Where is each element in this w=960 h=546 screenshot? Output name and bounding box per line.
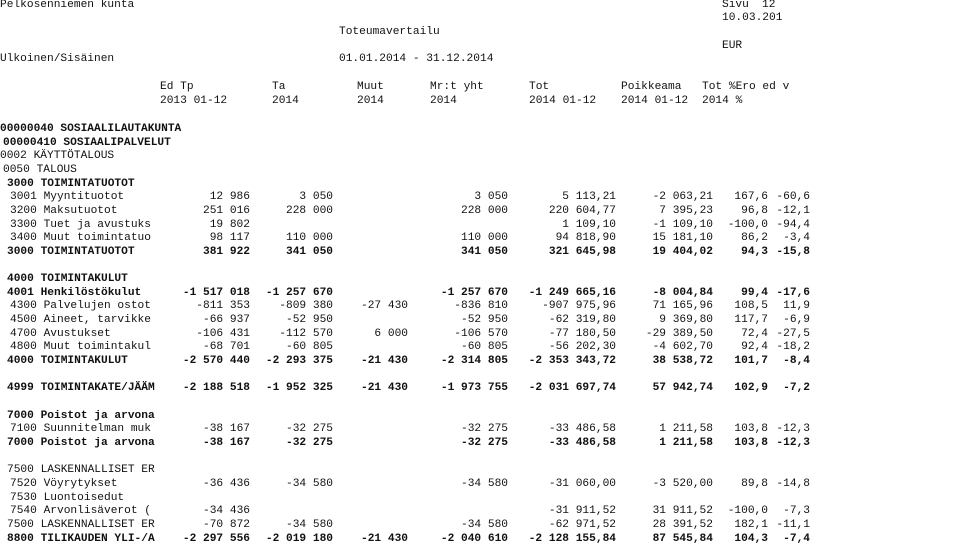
row-cell: -3 520,00 — [652, 477, 713, 490]
row-cell: 72,4 — [741, 327, 768, 340]
row-cell: -15,8 — [776, 245, 810, 258]
row-cell: -12,3 — [776, 423, 810, 436]
row-cell: -31 911,52 — [548, 505, 616, 518]
column-header-period: 2014 — [430, 95, 457, 107]
row-cell: -1 109,10 — [652, 218, 713, 231]
column-header-period: 2014 01-12 — [529, 95, 597, 107]
row-cell: -8 004,84 — [652, 286, 713, 299]
column-header-period: 2014 — [357, 95, 384, 107]
row-cell: -2 353 343,72 — [528, 355, 616, 368]
column-header-title: Poikkeama — [621, 81, 682, 93]
row-cell: -34 580 — [461, 477, 508, 490]
row-label: 3300 Tuet ja avustuks — [10, 218, 151, 231]
column-header-title: Muut — [357, 81, 384, 93]
row-label: 4700 Avustukset — [10, 327, 111, 340]
row-cell: 381 922 — [203, 245, 250, 258]
row-cell: -1 257 670 — [440, 286, 508, 299]
row-cell: -2 293 375 — [265, 355, 333, 368]
row-cell: 3 050 — [474, 191, 508, 204]
row-cell: -2 570 440 — [182, 355, 250, 368]
row-label: 4999 TOIMINTAKATE/JÄÄM — [7, 382, 155, 395]
row-cell: 103,8 — [734, 423, 768, 436]
row-cell: -68 701 — [203, 341, 250, 354]
row-label: 7000 Poistot ja arvona — [7, 409, 155, 422]
row-cell: 108,5 — [734, 300, 768, 313]
row-label: 3400 Muut toimintatuo — [10, 232, 151, 245]
row-cell: 228 000 — [286, 204, 333, 217]
row-cell: 1 211,58 — [659, 436, 713, 449]
row-cell: -32 275 — [286, 436, 333, 449]
row-cell: 341 050 — [286, 245, 333, 258]
row-cell: 117,7 — [734, 314, 768, 327]
row-cell: -32 275 — [461, 423, 508, 436]
row-cell: -32 275 — [461, 436, 508, 449]
row-cell: 94 818,90 — [555, 232, 616, 245]
row-cell: -7,4 — [783, 532, 810, 545]
row-cell: 251 016 — [203, 204, 250, 217]
row-cell: -62 319,80 — [548, 314, 616, 327]
row-cell: 101,7 — [734, 355, 768, 368]
row-cell: -33 486,58 — [548, 436, 616, 449]
row-cell: -66 937 — [203, 314, 250, 327]
row-cell: -34 580 — [461, 518, 508, 531]
row-cell: -12,3 — [776, 436, 810, 449]
row-label: 3000 TOIMINTATUOTOT — [7, 245, 135, 258]
column-header-title: Tot — [529, 81, 550, 93]
currency-label: EUR — [722, 40, 743, 52]
row-cell: -18,2 — [776, 341, 810, 354]
row-cell: 228 000 — [461, 204, 508, 217]
row-label: 4500 Aineet, tarvikke — [10, 314, 151, 327]
row-cell: 9 369,80 — [659, 314, 713, 327]
row-cell: -1 249 665,16 — [528, 286, 616, 299]
row-cell: 87 545,84 — [652, 532, 713, 545]
row-cell: 96,8 — [741, 204, 768, 217]
row-cell: -60,6 — [776, 191, 810, 204]
row-label: 3001 Myyntituotot — [10, 191, 125, 204]
column-header-period: 2014 — [272, 95, 299, 107]
row-label: 4000 TOIMINTAKULUT — [7, 273, 128, 286]
row-label: 00000040 SOSIAALILAUTAKUNTA — [0, 123, 182, 135]
org-name: Pelkosenniemen kunta — [0, 0, 135, 11]
row-cell: -106 431 — [196, 327, 250, 340]
row-label: 4300 Palvelujen ostot — [10, 300, 151, 313]
row-cell: 19 802 — [209, 218, 250, 231]
row-cell: -6,9 — [783, 314, 810, 327]
row-cell: 92,4 — [741, 341, 768, 354]
row-cell: -62 971,52 — [548, 518, 616, 531]
row-cell: 57 942,74 — [652, 382, 713, 395]
row-cell: -38 167 — [203, 436, 250, 449]
row-cell: 321 645,98 — [548, 245, 616, 258]
row-label: 7100 Suunnitelman muk — [10, 423, 151, 436]
row-cell: -1 973 755 — [440, 382, 508, 395]
row-cell: -27,5 — [776, 327, 810, 340]
row-cell: -2 188 518 — [182, 382, 250, 395]
row-label: 7540 Arvonlisäverot ( — [10, 505, 151, 518]
row-cell: 12 986 — [209, 191, 250, 204]
row-cell: -70 872 — [203, 518, 250, 531]
row-cell: -29 389,50 — [645, 327, 713, 340]
row-cell: 104,3 — [734, 532, 768, 545]
column-header-title: Ta — [272, 81, 286, 93]
row-cell: -1 257 670 — [265, 286, 333, 299]
row-cell: -2 040 610 — [440, 532, 508, 545]
row-label: 4800 Muut toimintakul — [10, 341, 151, 354]
row-label: 7500 LASKENNALLISET ER — [7, 518, 155, 531]
row-cell: -106 570 — [454, 327, 508, 340]
row-label: 4001 Henkilöstökulut — [7, 286, 142, 299]
row-cell: -34 580 — [286, 477, 333, 490]
row-cell: 89,8 — [741, 477, 768, 490]
column-header-title: Ed Tp — [160, 81, 194, 93]
row-label: 8800 TILIKAUDEN YLI-/A — [7, 532, 155, 545]
row-cell: -100,0 — [727, 218, 768, 231]
row-cell: -32 275 — [286, 423, 333, 436]
column-header-title: Mr:t yht — [430, 81, 484, 93]
row-cell: -17,6 — [776, 286, 810, 299]
row-cell: -12,1 — [776, 204, 810, 217]
row-cell: 102,9 — [734, 382, 768, 395]
row-cell: -907 975,96 — [542, 300, 616, 313]
row-cell: -21 430 — [361, 355, 408, 368]
row-cell: -33 486,58 — [548, 423, 616, 436]
row-cell: -21 430 — [361, 532, 408, 545]
row-label: 0050 TALOUS — [3, 163, 77, 176]
row-label: 4000 TOIMINTAKULUT — [7, 355, 128, 368]
row-cell: -2 063,21 — [652, 191, 713, 204]
row-label: 7000 Poistot ja arvona — [7, 436, 155, 449]
row-cell: 28 391,52 — [652, 518, 713, 531]
row-label: 00000410 SOSIAALIPALVELUT — [3, 136, 171, 149]
row-cell: 5 113,21 — [562, 191, 616, 204]
row-cell: -2 297 556 — [182, 532, 250, 545]
row-cell: -34 436 — [203, 505, 250, 518]
row-cell: 167,6 — [734, 191, 768, 204]
row-cell: -77 180,50 — [548, 327, 616, 340]
row-cell: -2 128 155,84 — [528, 532, 616, 545]
row-label: 3200 Maksutuotot — [10, 204, 118, 217]
row-cell: 3 050 — [299, 191, 333, 204]
row-cell: -4 602,70 — [652, 341, 713, 354]
page-number: 12 — [762, 0, 776, 11]
page-label: Sivu — [722, 0, 749, 11]
row-cell: -38 167 — [203, 423, 250, 436]
row-cell: -31 060,00 — [548, 477, 616, 490]
row-cell: 103,8 — [734, 436, 768, 449]
row-cell: -2 314 805 — [440, 355, 508, 368]
row-cell: 110 000 — [461, 232, 508, 245]
row-cell: -2 019 180 — [265, 532, 333, 545]
row-cell: -56 202,30 — [548, 341, 616, 354]
column-header-period: 2014 % — [702, 95, 743, 107]
row-cell: 99,4 — [741, 286, 768, 299]
row-cell: 341 050 — [461, 245, 508, 258]
row-cell: -1 952 325 — [265, 382, 333, 395]
column-header-title: Tot %Ero ed v — [702, 81, 790, 93]
row-cell: -811 353 — [196, 300, 250, 313]
row-cell: -11,1 — [776, 518, 810, 531]
row-label: 7520 Vöyrytykset — [10, 477, 118, 490]
row-cell: -112 570 — [279, 327, 333, 340]
row-cell: 6 000 — [374, 327, 408, 340]
row-cell: -94,4 — [776, 218, 810, 231]
row-cell: 1 109,10 — [562, 218, 616, 231]
row-cell: -21 430 — [361, 382, 408, 395]
row-cell: -60 805 — [461, 341, 508, 354]
row-cell: -3,4 — [783, 232, 810, 245]
row-cell: -2 031 697,74 — [528, 382, 616, 395]
scope-label: Ulkoinen/Sisäinen — [0, 53, 115, 65]
row-cell: -8,4 — [783, 355, 810, 368]
column-header-period: 2013 01-12 — [160, 95, 228, 107]
row-label: 0002 KÄYTTÖTALOUS — [0, 150, 115, 163]
row-cell: -34 580 — [286, 518, 333, 531]
column-header-period: 2014 01-12 — [621, 95, 689, 107]
row-cell: -27 430 — [361, 300, 408, 313]
row-cell: 94,3 — [741, 245, 768, 258]
report-date: 10.03.201 — [722, 12, 783, 24]
row-cell: -836 810 — [454, 300, 508, 313]
row-label: 7530 Luontoisedut — [10, 491, 125, 504]
report-title: Toteumavertailu — [339, 26, 440, 38]
row-cell: 220 604,77 — [548, 204, 616, 217]
row-cell: -52 950 — [461, 314, 508, 327]
row-label: 7500 LASKENNALLISET ER — [7, 464, 155, 477]
row-cell: 7 395,23 — [659, 204, 713, 217]
row-cell: -14,8 — [776, 477, 810, 490]
row-cell: 15 181,10 — [652, 232, 713, 245]
row-cell: -7,3 — [783, 505, 810, 518]
row-cell: -52 950 — [286, 314, 333, 327]
row-cell: -809 380 — [279, 300, 333, 313]
row-cell: 86,2 — [741, 232, 768, 245]
row-label: 3000 TOIMINTATUOTOT — [7, 177, 135, 190]
row-cell: -60 805 — [286, 341, 333, 354]
row-cell: 182,1 — [734, 518, 768, 531]
row-cell: -1 517 018 — [182, 286, 250, 299]
period-label: 01.01.2014 - 31.12.2014 — [339, 53, 494, 65]
row-cell: 1 211,58 — [659, 423, 713, 436]
row-cell: 110 000 — [286, 232, 333, 245]
row-cell: 71 165,96 — [652, 300, 713, 313]
row-cell: -7,2 — [783, 382, 810, 395]
row-cell: 11,9 — [783, 300, 810, 313]
row-cell: 98 117 — [209, 232, 250, 245]
row-cell: -100,0 — [727, 505, 768, 518]
row-cell: 31 911,52 — [652, 505, 713, 518]
row-cell: 19 404,02 — [652, 245, 713, 258]
row-cell: 38 538,72 — [652, 355, 713, 368]
row-cell: -36 436 — [203, 477, 250, 490]
